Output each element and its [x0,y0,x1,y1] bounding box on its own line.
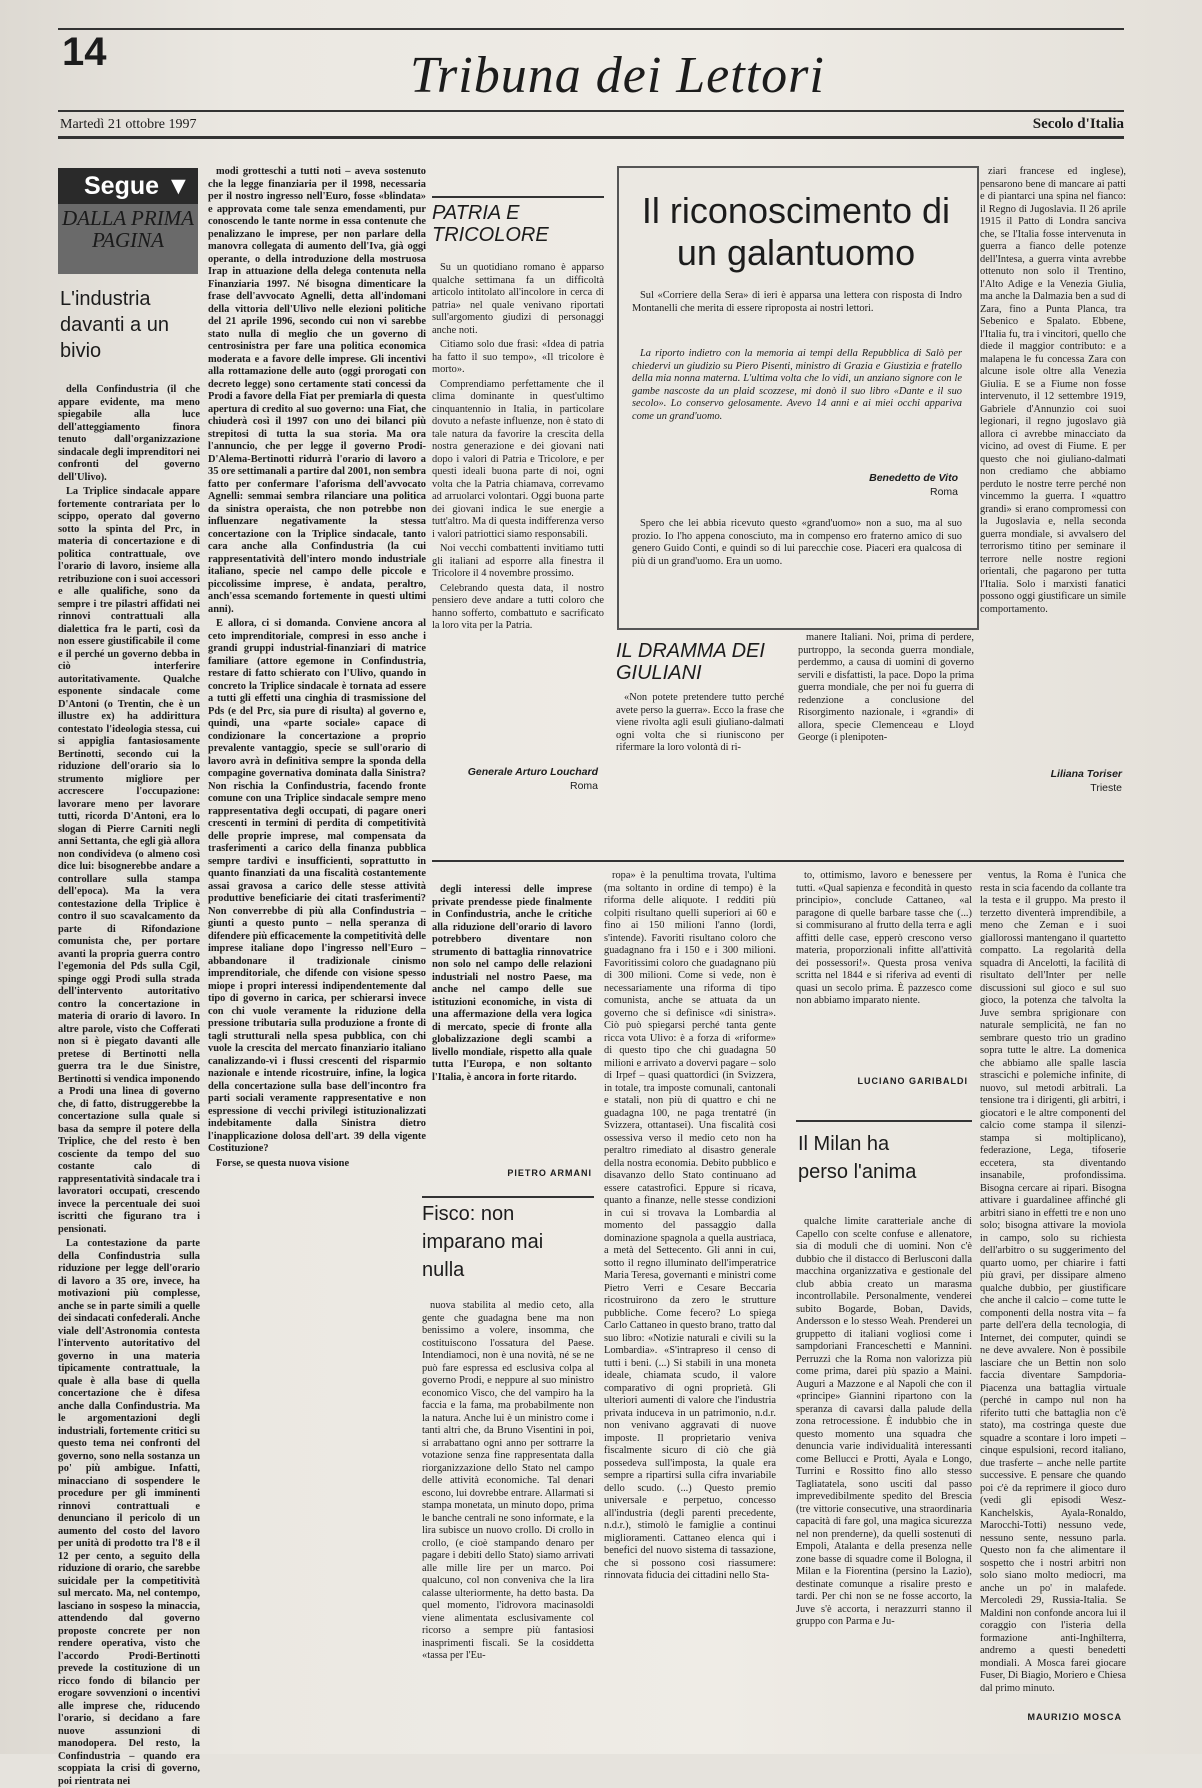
paragraph: ziari francese ed inglese), pensarono bene di mancare ai patti e di piantarci una spina nel fianco: il Regno di Jugoslavia. Il 26 aprile 1915 il Patto di Londra sanciva che, se l'Italia fosse intervenuta in guerra a fianco delle potenze dell'Intesa, a guerra vinta avrebbe ottenuto non solo il Trentino, l'Alto Adige e la Venezia Giulia, ma anche la Dalmazia ben a sud di Zara, fino a Punta Planca, tra Sebenico e Spalato. Ebbene, l'Italia fu, tra i vincitori, quello che diede il maggior contributo: e a malapena le fu concessa Zara con alcune isole oltre alla Venezia Giulia. E se a Fiume non fosse intervenuto, il 12 settembre 1919, Gabriele d'Annunzio coi suoi legionari, il regno jugoslavo già allora ci avrebbe minacciato da vicino, ad ovest di Fiume. E per questo che noi giuliano-dalmati non crediamo che abbiamo perduto le nostre terre perché non vincemmo la guerra. I «quattro grandi» si erano compromessi con la Jugoslavia e, nella seconda guerra mondiale, si avvalsero del terrorismo titino per seminare il terrore nelle nostre regioni orientali, che pagarono per tutta l'Italia. Solo i marxisti fanatici possono oggi giustificare un simile comportamento. [980,166,1126,615]
paragraph: Sul «Corriere della Sera» di ieri è apparsa una lettera con risposta di Indro Montanelli che merita di essere riproposta ai nostri lettori. [632,290,962,314]
section-rule [796,1120,972,1122]
article-title: IL DRAMMA DEI GIULIANI [616,640,765,684]
newspaper-name: Secolo d'Italia [1032,116,1124,132]
page-number: 14 [62,30,107,74]
article-column [980,870,1126,1706]
paragraph: Citiamo solo due frasi: «Idea di patria ha fatto il suo tempo», «Il tricolore è morto». [432,339,604,375]
letter-city: Roma [569,780,598,792]
paragraph: ventus, la Roma è l'unica che resta in scia facendo da collante tra la testa e il gruppo. Ma presto il terzetto diventerà imprendibile, a meno che Zeman e i suoi giallorossi mantengano il quartetto compatto. La regolarità della squadra di Ancelotti, la facilità di risultato dell'Inter per nelle discussioni sul gioco e sul suo gioco, la potenza che talvolta la Juve sembra sprigionare con naturale semplicità, ne fan no sembrare questo trio un gradino sopra tutte le altre. La domenica che abbiamo alle spalle lascia strascichi e polemiche infinite, di nuovo, sul metodi arbitrali. La tensione tra i dirigenti, gli arbitri, i giocatori e le altre componenti del calcio come stampa il silenzi-stampa si moltiplicano), federazione, Lega, tifoserie eccetera, sta diventando insanabile, profondissima. Bisogna cercare ai ripari. Bisogna attivare i guardalinee affinché gli arbitri siano in effetti tre e non uno solo; bisogna attivare la moviola in campo, solo su richiesta dell'arbitro o su suggerimento del quarto uomo, per chiarire i fatti più gravi, per dissipare almeno qualche dubbio, per giustificare che anche il calcio – come tutte le componenti della nostra vita – fa parte dell'era della tecnologia, di Internet, dei computer, quindi se ne deve avvalere. Non è possibile lasciare che un Bettin non solo faccia diventare Sampdoria-Piacenza una battaglia virtuale (perché in campo nul non ha riferito tutti che battaglia non c'è stato), ma costringa queste due squadre a scontare i loro impeti – cinque espulsioni, record italiano, due trasferte – anche nelle partite successive. E pensare che quando poi c'è da reprimere il gioco duro (vedi gli episodi Wesz-Kanchelskis, Ayala-Ronaldo, Marocchi-Totti) nessuno vede, nessuno sente, nessuno parla. Questo non fa che alimentare il sospetto che i nostri arbitri non solo siano molto mediocri, ma anche un po' in malafede. Mercoledì 29, Russia-Italia. Se Maldini non confonde ancora lui il coraggio con l'isteria della formazione anti-Inghilterra, andremo a questi benedetti mondiali. A Mosca farei giocare Fuser, Di Biagio, Moriero e Chiesa dal primo minuto. [980,870,1126,1694]
article-column [604,870,776,1724]
article-author: LUCIANO GARIBALDI [857,1076,968,1086]
paragraph: Comprendiamo perfettamente che il clima dominante in quest'ultimo cinquantennio in Italia, in particolare dovuto a nefaste influenze, non è stato di tale natura da favorire la crescita della nostra generazione e dei giovani nati dopo i valori di Patria e Tricolore, e per questi ideali buona parte di noi, ogni volta che la Patria chiamava, correvamo ad arruolarci volontari. Oggi buona parte dei giovani indica le sue energie a tutt'altro. Ma di questa indifferenza verso i valori patriottici siamo responsabili. [432,378,604,540]
article-column [432,262,604,762]
paragraph: Noi vecchi combattenti invitiamo tutti gli italiani ad esporre alla finestra il Tricolore il 4 novembre prossimo. [432,543,604,579]
article-column [208,166,426,1724]
segue-subtitle: DALLA PRIMA PAGINA [61,206,195,252]
article-column [422,1300,594,1724]
paragraph: Forse, se questa nuova visione [216,1157,350,1169]
paragraph: Celebrando questa data, il nostro pensiero deve andare a tutti coloro che hanno sofferto, combattuto e sacrificato la loro vita per la Patria. [432,582,604,631]
article-column [796,870,972,1070]
paragraph: qualche limite caratteriale anche di Capello con scelte confuse e allenatore, sia di moduli che di uomini. Non c'è dubbio che il distacco di Berlusconi dalla macchina organizzativa e gestionale del club abbia creato un marasma incontrollabile. Personalmente, venderei subito Bogarde, Boban, Davids, Andersson e lo stesso Weah. Prenderei un gruppetto di italiani vogliosi come i sampdoriani Franceschetti e Mannini. Perruzzi che la Roma non valorizza più come prima, darei più spazio a Maini. Auguri a Mazzone e al Napoli che con il «principe» Giannini ripartono con la speranza di cavarsi dalla palude della zona retrocessione. È indubbio che in questo momento una squadra che denuncia varie individualità interessanti come Bellucci e Protti, Ayala e Longo, Turrini e Rossitto fino allo stesso Tagliatatela, sono usciti dal passo imprevedibilmente spedito del Brescia (tre vittorie consecutive, una straordinaria capacità di fare gol, una magica sicurezza nel non prenderne), da quelli sostenuti di Empoli, Atalanta e della presenza nelle zone basse di squadre come il Bologna, il Milan e la Fiorentina (persino la Lazio), destinate comunque a risalire presto e tardi. Per chi non se ne fosse accorto, la Juve s'è accorta, i nerazzurri stanno il gruppo con Parma e Ju- [796,1216,972,1627]
article-column [432,884,592,1164]
paragraph: modi grotteschi a tutti noti – aveva sostenuto che la legge finanziaria per il 1998, necessaria per il nostro ingresso nell'Euro, fosse «blindata» e approvata come tale senza emendamenti, pur conoscendo le tante norme in essa contenute che penalizzano le imprese, per non parlare della manovra collegata di aumento dell'Iva, già oggi operante, o della introduzione della mostruosa Irap in attuazione della delega contenuta nella Finanziaria 1997. Né bisogna dimenticare la frase dell'avvocato Agnelli, detta all'indomani della vittoria dell'Ulivo nelle elezioni politiche del 21 aprile 1996, secondo cui non vi sarebbe stato nulla di meglio che un governo di centrosinistra per fare una politica economica moderata e a favore delle imprese. Gli incentivi alla rottamazione delle auto (oggi prorogati con decreto legge) sono certamente stati concessi da Prodi a favore della Fiat per premiarla di questa apertura di credito al suo governo: una Fiat, che chiuderà così il 1997 con uno dei bilanci più strepitosi di tutta la sua storia. Ma ora l'annuncio, che per legge il governo Prodi-D'Alema-Bertinotti ridurrà l'orario di lavoro a 35 ore settimanali a partire dal 2001, non sembra fatto per confermare l'aforisma dell'avvocato Agnelli: semmai sembra rilanciare una politica da sinistra operaista, che non potrebbe non influenzare negativamente la stessa concertazione con la Triplice sindacale, tanto cara anche alla Confindustria (la cui rappresentatività dell'intero mondo industriale italiano, specie nel campo delle piccole e piccolissime imprese, è andata, peraltro, anch'essa scemando fortemente in questi ultimi anni). [208,166,426,615]
section-rule [432,196,604,198]
paragraph: La Triplice sindacale appare fortemente contrariata per lo scippo, operato dal governo sotto la spinta del Prc, in materia di concertazione e di politica contrattuale, ove l'orario di lavoro, insieme alla retribuzione con i suoi accessori e alle qualifiche, sono da sempre i tre pilastri affidati nei rinnovi contrattuali alla dialettica fra le parti, così da non essere giustificabile il come e il perché un governo debba in ciò interferire autoritativamente. Qualche esponente sindacale come D'Antoni (o Trentin, che è un illustre ex) ha addirittura contestato l'ideologia stessa, cui si appiglia fantasiosamente Bertinotti, secondo cui la riduzione dell'orario sia lo strumento migliore per accrescere l'occupazione: lavorare meno per lavorare tutti, ricorda D'Antoni, era lo slogan di Pierre Carniti negli anni Settanta, che egli già allora non condivideva (o almeno così dice lui: bisognerebbe andare a controllare sulla stampa dell'epoca). Ma la vera contestazione della Triplice è contro il suo scavalcamento da parte di Rifondazione comunista che, per portare avanti la propria guerra contro l'egemonia del Pds sulla Cgil, spinge oggi Prodi sulla strada dell'intervento autoritativo contro la concertazione in materia di orario di lavoro. In altre parole, visto che Cofferati non si è piegato davanti alle pretese di Bertinotti nella guerra tra le due Sinistre, Bertinotti si vendica imponendo a Prodi una linea di governo che, di fatto, distruggerebbe la concertazione sulla quale si basa da sempre il potere della Triplice, che del resto è ben cosciente da tempo del suo costante calo di rappresentatività sindacale tra i lavoratori occupati, crescendo invece la percentuale dei suoi iscritti che figurano tra i pensionati. [58,486,200,1235]
paragraph: della Confindustria (il che appare evidente, ma meno spiegabile alla luce dell'atteggiamento finora tenuto dall'organizzazione sindacale degli imprenditori nei confronti del governo dell'Ulivo). [58,384,200,483]
paragraph: nuova stabilita al medio ceto, alla gente che guadagna bene ma non benissimo a volere, insomma, che costituiscono l'ossatura del Paese. Intendiamoci, non è una novità, né se ne può fare espressa ed esclusiva colpa al governo Prodi, e neppure al suo ministro economico Visco, che del vampiro ha la faccia e la fama, ma probabilmente non la natura. Anche lui è un ministro come i tanti altri che, da Bruno Visentini in poi, si arrabattano ogni anno per sottrarre la votazione senza fine rappresentata dalla riorganizzazione dello Stato nel campo delle attività economiche. Tal denari escono, lui dovrebbe entrare. Allarmati si stampa monetata, un minuto dopo, prima le banche centrali ne sono informate, e la lira subisce un nuovo crollo. Di crollo in crollo, (e cioè stampando denaro per pagare i debiti dello Stato) siamo arrivati alle mille lire per un marco. Poi qualcuno, col non conveniva che la lira calasse ulteriormente, ha detto basta. Da quel momento, l'idrovora macinasoldi viene alimentata esclusivamente col ricorso a sempre più fantasiosi inasprimenti fiscali. Se la cosiddetta «tassa per l'Eu- [422,1300,594,1661]
letter-city: Trieste [1090,782,1122,794]
header-rule [58,110,1124,112]
box-quote [632,348,962,458]
article-title: Fisco: non imparano mai nulla [422,1203,544,1281]
paragraph: to, ottimismo, lavoro e benessere per tutti. «Qual sapienza e fecondità in questo principio», conclude Cattaneo, «al paragone di quelle barbare tasse che (...) si commisurano al frutto della terra e agli affitti delle case, epperò crescono verso materia, proporzionali infitte all'attività dei possessori!». Questa prosa veniva scritta nel 1844 e si riferiva ad eventi di quasi un secolo prima. È pazzesco come non abbiamo imparato niente. [796,870,972,1006]
paragraph: La riporto indietro con la memoria ai tempi della Repubblica di Salò per chiedervi un giudizio su Piero Pisenti, ministro di Grazia e Giustizia e fratello della mia nonna materna. L'ultima volta che lo vidi, un anziano signore con le gambe nascoste da un plaid scozzese, mi donò il suo libro «Dante e il suo secolo». Lo conservo gelosamente. Avevo 14 anni e ai miei occhi appariva come un grand'uomo. [632,348,962,422]
section-rule [422,1196,594,1198]
paragraph: Spero che lei abbia ricevuto questo «grand'uomo» non a suo, ma al suo prozio. Io l'ho appena conosciuto, ma in compenso ero fraterno amico di suo genero Guido Conti, e quindi so di lui parecchie cose. Piaceri era qualcosa di più di un grand'uomo. Era un uomo. [632,518,962,567]
box-intro [632,290,962,340]
issue-date: Martedì 21 ottobre 1997 [60,117,197,132]
paragraph: manere Italiani. Noi, prima di perdere, purtroppo, la seconda guerra mondiale, perdemmo, a causa di uomini di governo servili e disfattisti, la pace. Dopo la prima guerra mondiale, che per noi fu guerra di redenzione a conclusione del Risorgimento nazionale, i «grandi» di allora, specie Clemenceau e Lloyd George (i plenipoten- [798,632,974,743]
article-title: Il riconoscimento di un galantuomo [641,190,951,273]
paragraph: La contestazione da parte della Confindustria sulla riduzione per legge dell'orario di lavoro a 35 ore, invece, ha motivazioni più complesse, anche se in parte simili a quelle dei sindacati confederali. Anche viale dell'Astronomia contesta l'intervento autoritativo del governo in una materia tipicamente contrattuale, la quale è alla base di quella concertazione che è difesa anche dalla Confindustria. Ma le argomentazioni degli industriali, fortemente critici su questo tema nei confronti del governo, sono nella sostanza un po' più ambigue. Infatti, minacciano di sospendere le procedure per gli imminenti rinnovi contrattuali e denunciano il pericolo di un aumento del costo del lavoro per unità di prodotto tra l'8 e il 12 per cento, a seguito della riduzione di orario, che sarebbe suicidale per la competitività sul mercato. Ma, nel contempo, lasciano in sospeso la minaccia, attendendo dal governo proposte concrete per non rendere operativa, visto che l'accordo Prodi-Bertinotti prevede la costituzione di un ricco fondo di bilancio per erogare sovvenzioni o incentivi alle imprese che, riducendo l'orario, si decidano a fare nuove assunzioni di manodopera. Del resto, la Confindustria – quando era scoppiata la crisi di governo, poi rientrata nei [58,1238,200,1787]
article-title: PATRIA E TRICOLORE [432,202,549,246]
header-rule-bottom [58,136,1124,139]
paragraph: Su un quotidiano romano è apparso qualche settimana fa un difficoltà articolo intitolato all'incolore in cerca di patria» nel quale venivano riportati sull'argomento giudizi di personaggi anche noti. [432,262,604,336]
article-column [616,692,784,792]
section-banner: Tribuna dei Lettori [410,47,825,104]
paragraph: E allora, ci si domanda. Conviene ancora al ceto imprenditoriale, compresi in esso anche i grandi gruppi industrial-finanziari di matrice familiare (attore egemone in Confindustria, restare di fatto schierato con l'Ulivo, quando in concreto la Triplice sindacale è tornata ad essere a tutti gli effetti una cinghia di trasmissione del Pds (e del Prc, sia pure di risulta) al governo e, quindi, una «parte sociale» capace di condizionare la concertazione a proprio prevalente vantaggio, specie se sull'orario di lavoro avrà in definitiva sempre la sponda della compagine governativa dominata dalla Sinistra? Non rischia la Confindustria, facendo fronte comune con una Triplice sindacale sempre meno rappresentativa degli occupati, di pagare oneri crescenti in termini di perdita di competitività delle proprie imprese, mal compensata da trasferimenti a carico della finanza pubblica sempre tardivi e insufficienti, soprattutto in quanto finanziati da una fiscalità costantemente assai gravosa a carico delle stesse attività produttive beneficiarie dei citati trasferimenti? Non converrebbe di più alla Confindustria – giunti a questo punto – nella speranza di difendere più efficacemente la competitività delle imprese italiane dopo l'ingresso nell'Euro – abbandonare il tradizionale cinismo imprenditoriale, che difende con visione spesso miope i propri interessi indipendentemente dal tipo di governo in carica, per schierarsi invece con chi vuole veramente la riduzione della pressione tributaria sulla produzione a fronte di tagli strutturali nella spesa pubblica, con chi vuole la crescita del mercato finanziario italiano canalizzando-vi i flussi crescenti del risparmio nazionale e intende ricostruire, infine, la logica della concertazione sulla base dell'incontro fra parti sociali veramente rappresentative e non espressione di vecchi privilegi istituzionalizzati indebitamente dalla Sinistra dietro l'inapplicazione dolosa dell'art. 39 della vigente Costituzione? [208,618,426,1154]
box-reply [632,518,962,618]
top-rule [58,28,1124,30]
article-author: MAURIZIO MOSCA [1027,1712,1122,1722]
segue-label: Segue ▼ [58,168,198,204]
letter-signature: Liliana Toriser [1050,768,1122,780]
letter-signature: Benedetto de Vito [869,472,958,484]
article-column [796,1216,972,1724]
paragraph: ropa» è la penultima trovata, l'ultima (ma soltanto in ordine di tempo) è la riforma delle aliquote. I redditi più colpiti risultano quelli superiori ai 60 e fino ai 150 milioni l'anno (lordi, s'intende). Favoriti risultano coloro che guadagnano fra i 150 e i 300 milioni. Favoritissimi coloro che guadagnano più di 300 milioni. Come si vede, non è necessariamente una riforma di tipo comunista, anche se attuata da un governo che si definisce «di sinistra». Ciò può spiegarsi perché tanta gente ricca vota Ulivo: è a forza di «riforme» di questo tipo che chi guadagna 50 milioni e arrivato a dovervi pagare – solo di Irpef – quasi quattordici (in Svizzera, in totale, tra imposte comunali, cantonali e statali, non più di quattro e chi ne guadagna 100, ne paga trentatré (in Svizzera, ottantasei). Una fiscalità così ossessiva verso il medio ceto non ha peraltro rimediato al disastro generale della nostra economia. Debito pubblico e disavanzo dello Stato continuano ad essere catastrofici. Eppure si ricava, quanto a finanze, nelle stesse condizioni in cui si trovava la Lombardia al momento del passaggio dalla dominazione spagnola a quella austriaca, a metà del Settecento. Gli anni in cui, sotto il regno illuminato dell'imperatrice Maria Teresa, governanti e ministri come Pietro Verri e Cesare Beccaria ricostruirono da zero le strutture pubbliche. Come fecero? Lo spiega Carlo Cattaneo in questo brano, tratto dal suo libro: «Notizie naturali e civili su la Lombardia». «S'intrapreso il censo di tutti i beni. (...) Si stabilì in una moneta ideale, chiamata scudo, il valore comparativo di ogni proprietà. Gli ulteriori aumenti di valore che l'industria privata induceva in un patrimonio, n.d.r. non venivano aggravati di nuove imposte. Il proprietario veniva fiscalmente sicuro di ciò che già possedeva sull'imposta, la quale era sempre a ripartirsi sulla cifra invariabile dello scudo. (...) Questo premio universale e perpetuo, concesso all'industria (degli parenti precedente, n.d.r.), stimolò le famiglie a continui miglioramenti. Cattaneo elenca qui i benefici del nuovo sistema di tassazione, che si possono così riassumere: rinnovata fiducia dei cittadini nello Sta- [604,870,776,1581]
letter-city: Roma [929,486,958,498]
article-title: Il Milan ha perso l'anima [798,1133,917,1183]
paragraph: «Non potete pretendere tutto perché avete perso la guerra». Ecco la frase che viene rivolta agli esuli giuliano-dalmati ogni volta che si riuniscono per rifermare la loro volontà di ri- [616,692,784,753]
article-column [58,384,200,1787]
article-headline: L'industria davanti a un bivio [60,288,169,362]
section-rule [432,860,1124,862]
article-column [798,632,974,792]
letter-signature: Generale Arturo Louchard [467,766,598,778]
paragraph: degli interessi delle imprese private prendesse piede finalmente in Confindustria, anche le critiche alla riduzione dell'orario di lavoro potrebbero diventare non strumento di battaglia rinnovatrice non solo nel campo delle relazioni industriali nel nostro Paese, ma anche nel campo delle sue istituzioni economiche, in vista di una affermazione della vera logica di mercato, specie di fronte alla globalizzazione degli scambi a livello mondiale, rispetto alla quale tutta l'Europa, e non soltanto l'Italia, è ancora in forte ritardo. [432,884,592,1083]
article-author: PIETRO ARMANI [507,1168,592,1178]
article-column [980,166,1126,762]
